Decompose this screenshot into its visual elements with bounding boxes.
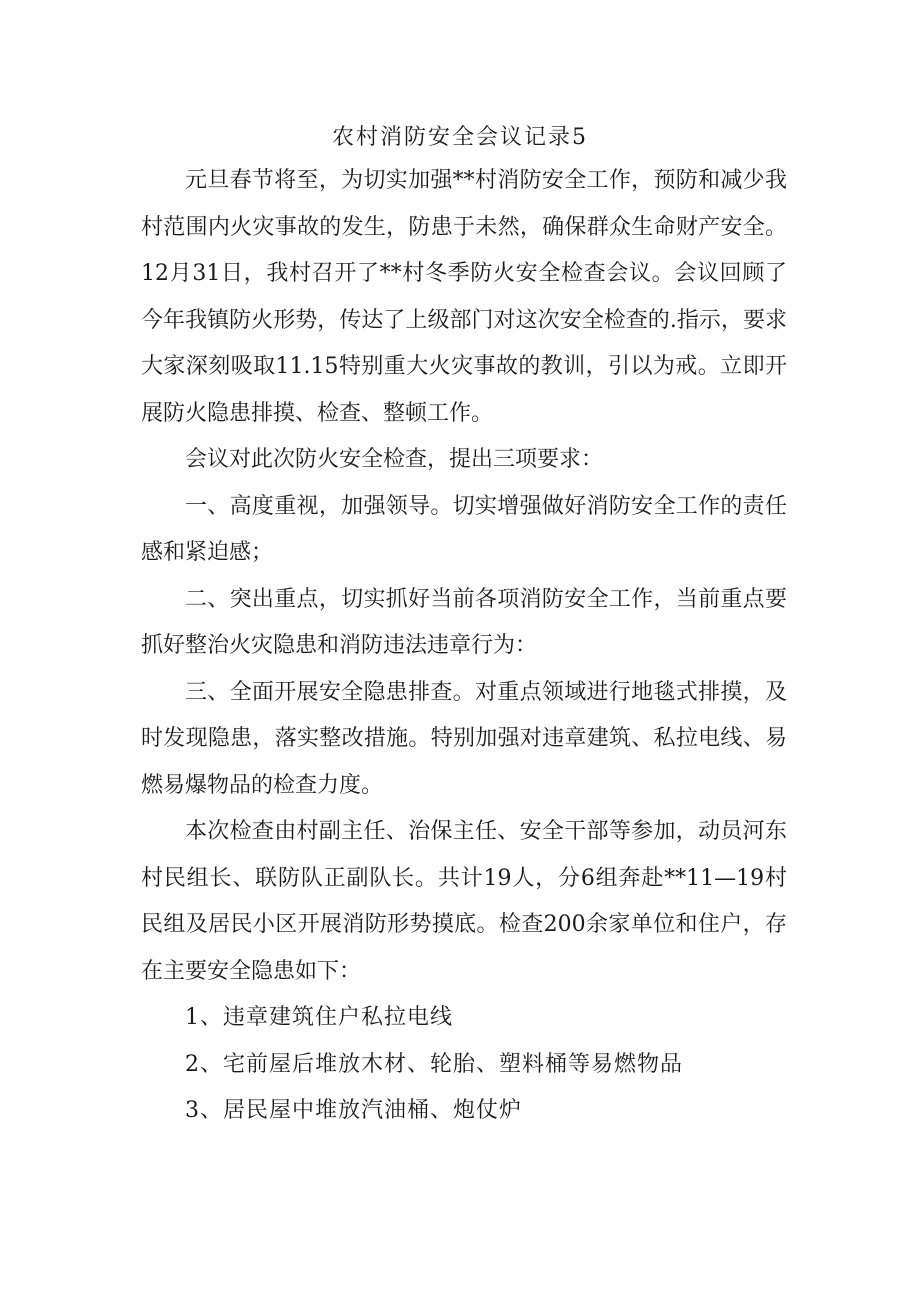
hazard-list-item: 1、违章建筑住户私拉电线 (185, 1005, 453, 1030)
document-title: 农村消防安全会议记录5 (332, 125, 588, 150)
paragraph-requirements-intro: 会议对此次防火安全检查，提出三项要求： (185, 447, 604, 472)
hazard-list-item: 2、宅前屋后堆放木材、轮胎、塑料桶等易燃物品 (185, 1051, 683, 1077)
paragraph-requirement-3: 三、全面开展安全隐患排查。对重点领域进行地毯式排摸，及时发现隐患，落实整改措施。特别加强对违章建筑、私拉电线、易燃易爆物品的检查力度。 (141, 679, 787, 798)
paragraph-requirement-2: 二、突出重点，切实抓好当前各项消防安全工作，当前重点要抓好整治火灾隐患和消防违法违章行为： (141, 586, 787, 658)
paragraph-inspection-summary: 本次检查由村副主任、治保主任、安全干部等参加，动员河东村民组长、联防队正副队长。共计19人，分6组奔赴**11—19村民组及居民小区开展消防形势摸底。检查200余家单位和住户，存在主要安全隐患如下： (141, 819, 787, 984)
document-body (141, 158, 787, 1135)
paragraph-intro: 元旦春节将至，为切实加强**村消防安全工作，预防和减少我村范围内火灾事故的发生，防患于未然，确保群众生命财产安全。12月31日，我村召开了**村冬季防火安全检查会议。会议回顾了今年我镇防火形势，传达了上级部门对这次安全检查的.指示，要求大家深刻吸取11.15特别重大火灾事故的教训，引以为戒。立即开展防火隐患排摸、检查、整顿工作。 (141, 168, 787, 426)
paragraph-requirement-1: 一、高度重视，加强领导。切实增强做好消防安全工作的责任感和紧迫感； (141, 493, 787, 565)
hazard-list-item: 3、居民屋中堆放汽油桶、炮仗炉 (185, 1098, 522, 1123)
